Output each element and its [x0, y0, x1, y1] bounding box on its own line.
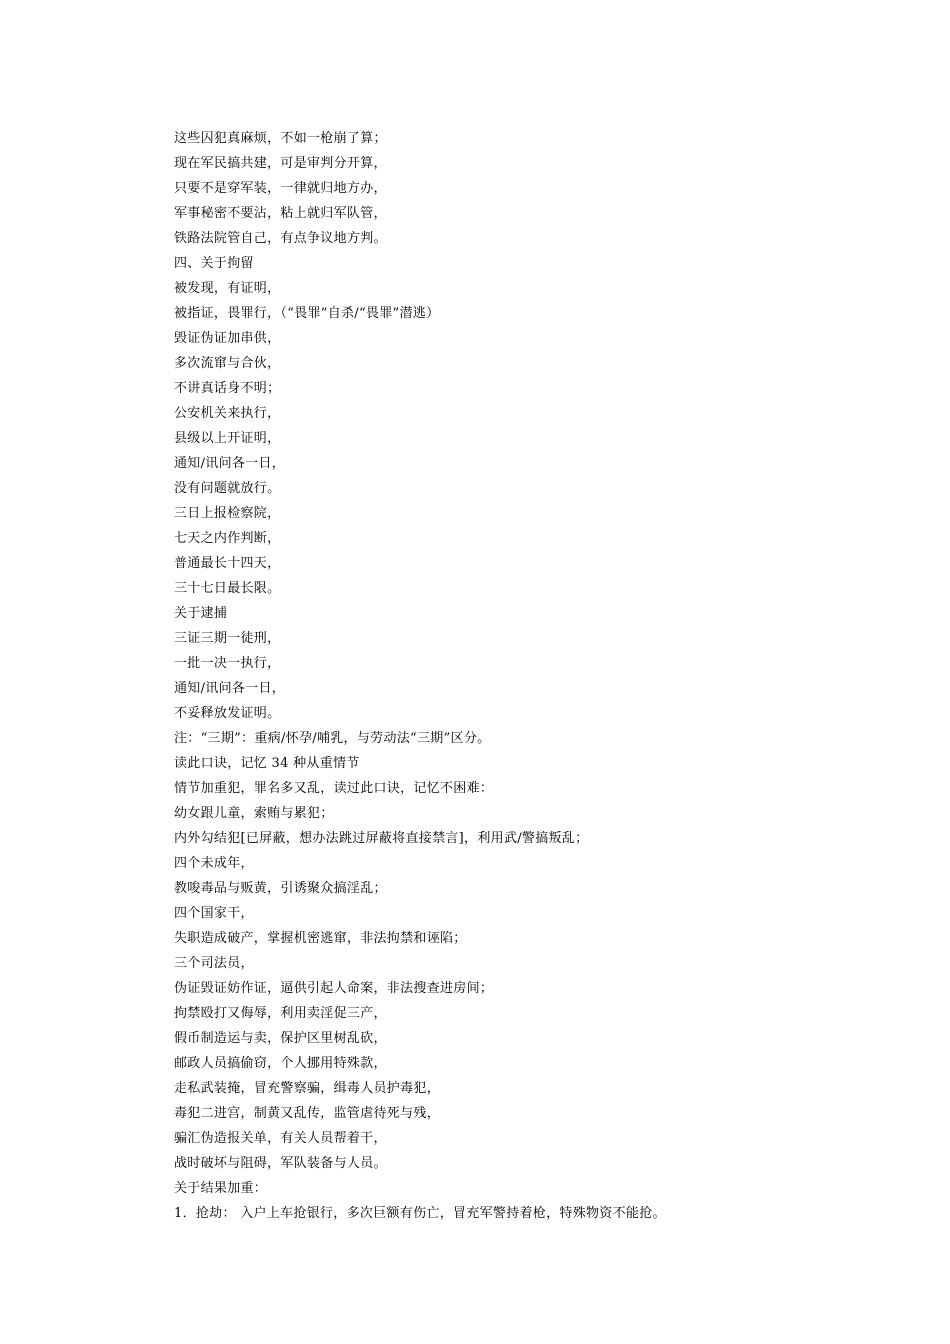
text-line: 失职造成破产，掌握机密逃窜，非法拘禁和诬陷； [174, 931, 467, 946]
text-line: 普通最长十四天， [174, 556, 281, 571]
text-line: 拘禁殴打又侮辱，利用卖淫促三产， [174, 1006, 387, 1021]
text-line: 铁路法院管自己，有点争议地方判。 [174, 231, 387, 246]
text-line: 一批一决一执行， [174, 656, 281, 671]
text-line: 通知/讯问各一日， [174, 456, 286, 471]
document-body [174, 126, 914, 1226]
text-line: 教唆毒品与贩黄，引诱聚众搞淫乱； [174, 881, 387, 896]
text-line: 三个司法员， [174, 956, 254, 971]
text-line: 公安机关来执行， [174, 406, 281, 421]
text-line: 读此口诀，记忆 34 种从重情节 [174, 756, 360, 771]
text-line: 通知/讯问各一日， [174, 681, 286, 696]
text-line: 三证三期一徒刑， [174, 631, 281, 646]
section-heading: 关于逮捕 [174, 606, 228, 621]
text-line: 骗汇伪造报关单，有关人员帮着干， [174, 1131, 387, 1146]
text-line: 三十七日最长限。 [174, 581, 281, 596]
text-line: 被发现，有证明， [174, 281, 281, 296]
numbered-item: 1．抢劫： 入户上车抢银行，多次巨额有伤亡，冒充军警持着枪，特殊物资不能抢。 [174, 1206, 666, 1221]
text-line: 只要不是穿军装，一律就归地方办， [174, 181, 387, 196]
text-line: 走私武装掩，冒充警察骗，缉毒人员护毒犯， [174, 1081, 441, 1096]
text-line: 四个未成年， [174, 856, 254, 871]
text-line: 邮政人员搞偷窃，个人挪用特殊款， [174, 1056, 387, 1071]
text-line: 现在军民搞共建，可是审判分开算， [174, 156, 387, 171]
text-line: 军事秘密不要沾，粘上就归军队管， [174, 206, 387, 221]
text-line: 被指证，畏罪行，（“畏罪”自杀/“畏罪”潜逃） [174, 306, 440, 321]
text-line: 毁证伪证加串供， [174, 331, 281, 346]
text-line: 县级以上开证明， [174, 431, 281, 446]
text-line: 四个国家干， [174, 906, 254, 921]
text-line: 情节加重犯，罪名多又乱，读过此口诀，记忆不困难： [174, 781, 494, 796]
text-line: 战时破坏与阻碍，军队装备与人员。 [174, 1156, 387, 1171]
text-line: 内外勾结犯[已屏蔽，想办法跳过屏蔽将直接禁言]，利用武/警搞叛乱； [174, 831, 589, 846]
text-line: 没有问题就放行。 [174, 481, 281, 496]
text-line: 不妥释放发证明。 [174, 706, 281, 721]
section-heading: 四、关于拘留 [174, 256, 254, 271]
text-line: 假币制造运与卖，保护区里树乱砍， [174, 1031, 387, 1046]
text-line: 七天之内作判断， [174, 531, 281, 546]
text-line: 多次流窜与合伙， [174, 356, 281, 371]
note-line: 注：“三期”：重病/怀孕/哺乳，与劳动法“三期”区分。 [174, 731, 491, 746]
text-line: 三日上报检察院， [174, 506, 281, 521]
text-line: 这些囚犯真麻烦，不如一枪崩了算； [174, 131, 387, 146]
section-heading: 关于结果加重： [174, 1181, 268, 1196]
text-line: 幼女跟儿童，索贿与累犯； [174, 806, 334, 821]
text-line: 毒犯二进宫，制黄又乱传，监管虐待死与残， [174, 1106, 441, 1121]
text-line: 伪证毁证妨作证，逼供引起人命案，非法搜查进房间； [174, 981, 494, 996]
text-line: 不讲真话身不明； [174, 381, 281, 396]
